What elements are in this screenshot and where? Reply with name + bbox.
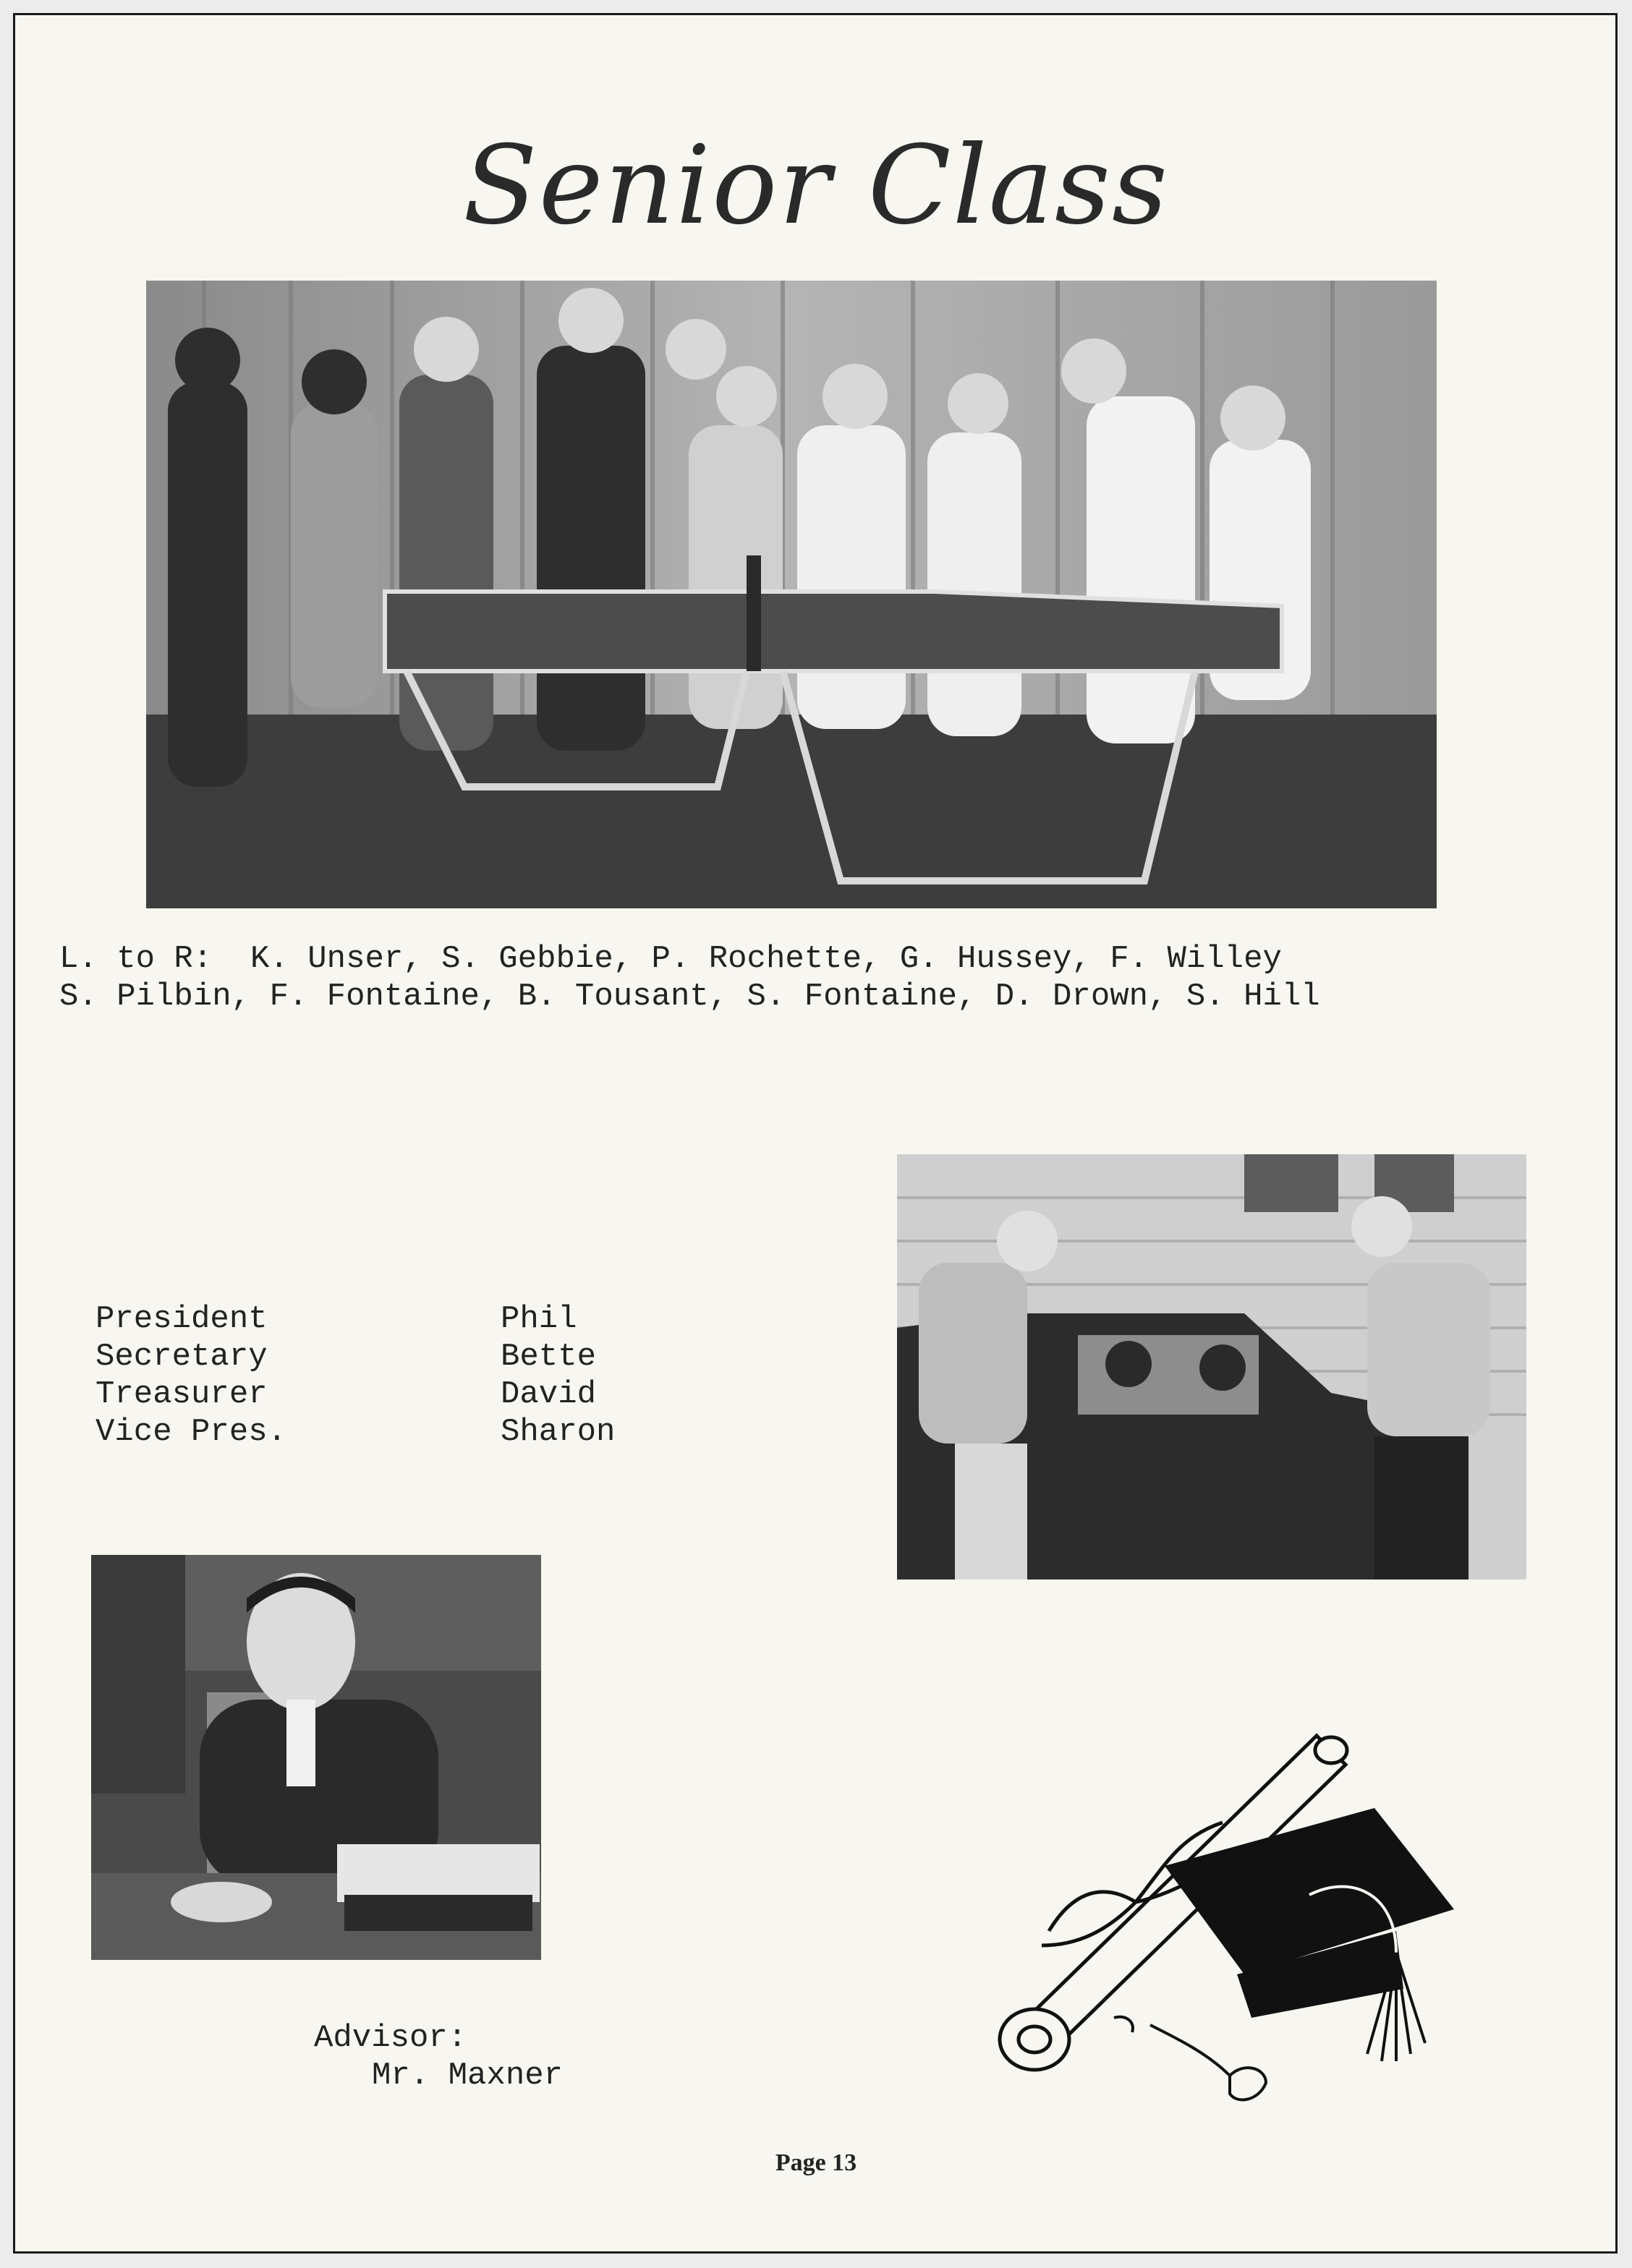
officer-row — [95, 1300, 615, 1338]
officer-role: Treasurer — [95, 1376, 268, 1412]
page-title: Senior Class — [463, 123, 1169, 249]
officers-photo — [897, 1154, 1526, 1580]
officer-name: David — [501, 1376, 597, 1412]
advisor-name: Mr. Maxner — [372, 2058, 564, 2094]
officer-role: Vice Pres. — [95, 1414, 287, 1450]
advisor-photo — [91, 1555, 541, 1960]
page-number: Page 13 — [775, 2149, 857, 2176]
officer-row — [95, 1376, 615, 1413]
graduation-clipart — [991, 1714, 1497, 2119]
officer-name: Phil — [501, 1301, 577, 1337]
advisor-block — [314, 2019, 563, 2094]
officer-row — [95, 1413, 615, 1451]
officer-role: President — [95, 1301, 268, 1337]
officers-list — [95, 1300, 615, 1451]
officer-name: Sharon — [501, 1414, 616, 1450]
group-photo-caption-line1: L. to R: K. Unser, S. Gebbie, P. Rochette, G. Hussey, F. Willey — [59, 941, 1282, 977]
advisor-label: Advisor: — [314, 2020, 467, 2056]
group-photo — [146, 281, 1437, 908]
officer-row — [95, 1338, 615, 1376]
group-photo-caption-line2: S. Pilbin, F. Fontaine, B. Tousant, S. Fontaine, D. Drown, S. Hill — [59, 979, 1320, 1015]
officer-name: Bette — [501, 1339, 597, 1375]
officer-role: Secretary — [95, 1339, 268, 1375]
